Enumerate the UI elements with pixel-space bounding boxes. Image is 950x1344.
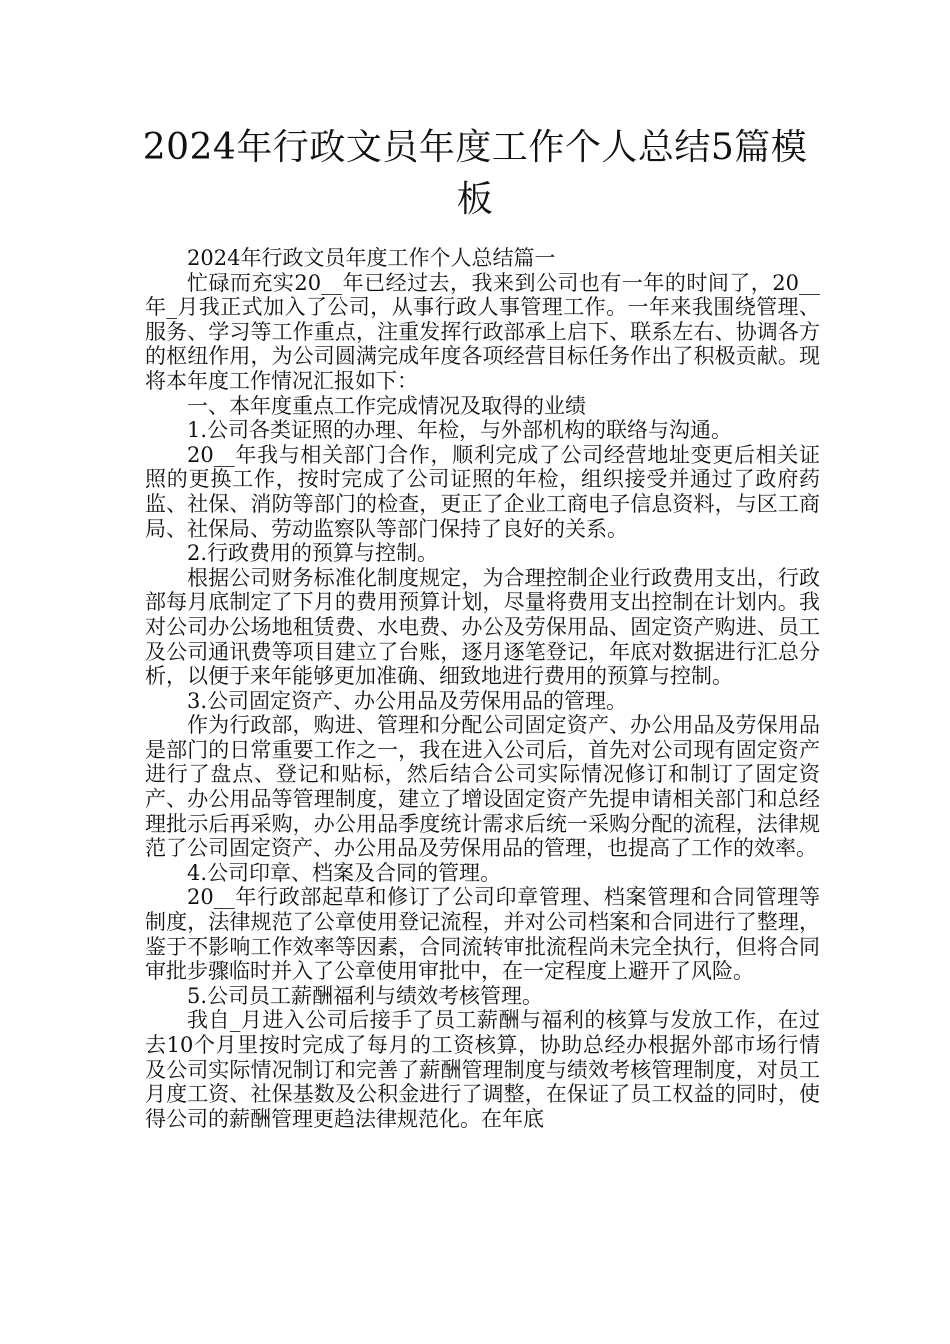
paragraph: 忙碌而充实20__年已经过去，我来到公司也有一年的时间了，20__年_月我正式加入了公司，从事行政人事管理工作。一年来我围绕管理、服务、学习等工作重点，注重发挥行政部承上启下、联系左右、协调各方的枢纽作用，为公司圆满完成年度各项经营目标任务作出了积极贡献。现将本年度工作情况汇报如下： (145, 270, 820, 393)
section-heading: 2024年行政文员年度工作个人总结篇一 (187, 246, 556, 270)
document-title: 2024年行政文员年度工作个人总结5篇模板 (142, 127, 808, 220)
paragraph: 20__年我与相关部门合作，顺利完成了公司经营地址变更后相关证照的更换工作，按时完成了公司证照的年检，组织接受并通过了政府药监、社保、消防等部门的检查，更正了企业工商电子信息资料，与区工商局、社保局、劳动监察队等部门保持了良好的关系。 (145, 442, 820, 541)
section-heading: 一、本年度重点工作完成情况及取得的业绩 (187, 393, 586, 418)
item-heading: 3.公司固定资产、办公用品及劳保用品的管理。 (187, 688, 628, 713)
paragraph: 根据公司财务标准化制度规定，为合理控制企业行政费用支出，行政部每月底制定了下月的费用预算计划，尽量将费用支出控制在计划内。我对公司办公场地租赁费、水电费、办公及劳保用品、固定资产购进、员工及公司通讯费等项目建立了台账，逐月逐笔登记，年底对数据进行汇总分析，以便于来年能够更加准确、细致地进行费用的预算与控制。 (145, 565, 820, 689)
paragraph: 作为行政部，购进、管理和分配公司固定资产、办公用品及劳保用品是部门的日常重要工作之一，我在进入公司后，首先对公司现有固定资产进行了盘点、登记和贴标，然后结合公司实际情况修订和制订了固定资产、办公用品等管理制度，建立了增设固定资产先提申请相关部门和总经理批示后再采购，办公用品季度统计需求后统一采购分配的流程，法律规范了公司固定资产、办公用品及劳保用品的管理，也提高了工作的效率。 (145, 713, 820, 861)
item-heading: 5.公司员工薪酬福利与绩效考核管理。 (187, 983, 544, 1008)
paragraph: 20__年行政部起草和修订了公司印章管理、档案管理和合同管理等制度，法律规范了公章使用登记流程，并对公司档案和合同进行了整理，鉴于不影响工作效率等因素，合同流转审批流程尚未完全执行，但将合同审批步骤临时并入了公章使用审批中，在一定程度上避开了风险。 (145, 885, 820, 984)
item-heading: 1.公司各类证照的办理、年检，与外部机构的联络与沟通。 (187, 418, 733, 443)
item-heading: 2.行政费用的预算与控制。 (187, 541, 439, 566)
document-body (145, 246, 820, 1131)
item-heading: 4.公司印章、档案及合同的管理。 (187, 860, 502, 885)
paragraph: 我自_月进入公司后接手了员工薪酬与福利的核算与发放工作，在过去10个月里按时完成了每月的工资核算，协助总经办根据外部市场行情及公司实际情况制订和完善了薪酬管理制度与绩效考核管理制度，对员工月度工资、社保基数及公积金进行了调整，在保证了员工权益的同时，使得公司的薪酬管理更趋法律规范化。在年底 (145, 1008, 820, 1131)
